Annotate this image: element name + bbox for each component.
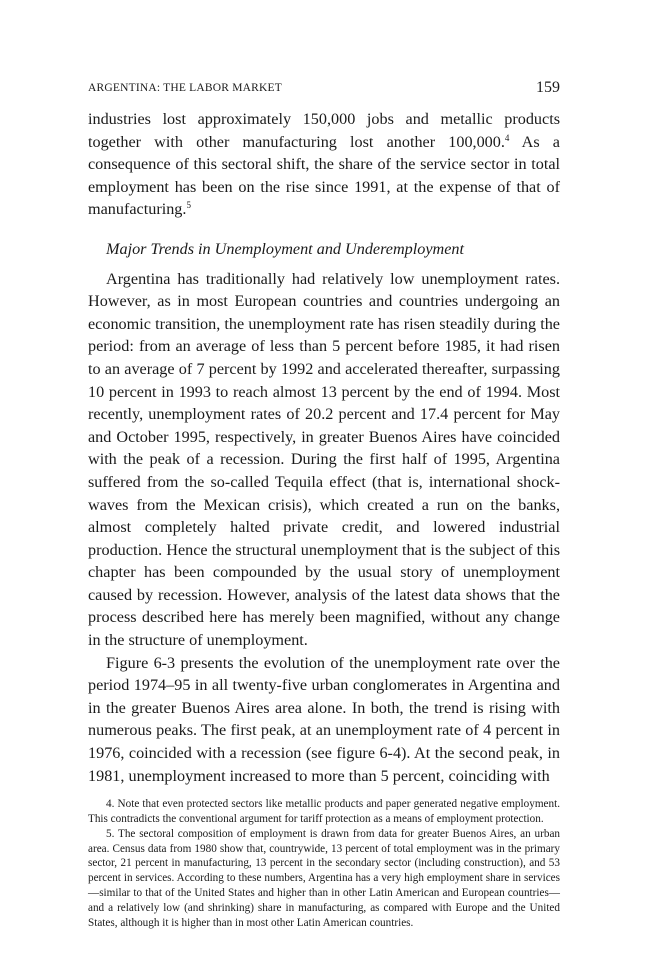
section-heading: Major Trends in Unemployment and Underemployment <box>106 239 465 258</box>
paragraph-2: Argentina has traditionally had relatively low unemployment rates. However, as in most European countries and countries undergoing an economic transition, the unemployment rate has risen steadily during the period: from an average of less than 5 percent before 1985, it had risen to an average of 7 percent by 1992 and accelerated thereafter, surpassing 10 percent in 1993 to reach almost 13 percent by the end of 1994. Most recently, unemployment rates of 20.2 percent and 17.4 percent for May and October 1995, respectively, in greater Buenos Aires have coincided with the peak of a recession. During the first half of 1995, Argentina suffered from the so-called Tequila effect (that is, international shock-waves from the Mexican crisis), which created a run on the banks, almost completely halted private credit, and lowered industrial production. Hence the structural unemployment that is the subject of this chapter has been compounded by the usual story of unemployment caused by recession. However, analysis of the latest data shows that the process described here has merely been magnified, without any change in the structure of unemployment. <box>88 269 560 650</box>
running-head <box>88 80 560 100</box>
paragraph-1-text-a: industries lost approximately 150,000 jobs and metallic products together with other manufacturing lost another 100,000. <box>88 110 560 151</box>
page-number: 159 <box>536 79 560 96</box>
footnote-ref-5: 5 <box>186 200 191 211</box>
body-text <box>88 108 560 787</box>
book-page <box>88 80 560 930</box>
paragraph-1 <box>88 108 560 221</box>
footnotes <box>88 797 560 930</box>
footnote-5: 5. The sectoral composition of employment is drawn from data for greater Buenos Aires, an urban area. Census data from 1980 show that, countrywide, 13 percent of total employment was in the primary sector, 21 percent in manufacturing, 13 percent in the secondary sector (including construction), and 53 percent in services. According to these numbers, Argentina has a very high employment share in services—similar to that of the United States and higher than in other Latin American and European countries—and a relatively low (and shrinking) share in manufacturing, as compared with Europe and the United States, although it is higher than in most other Latin American countries. <box>88 827 560 929</box>
paragraph-3: Figure 6-3 presents the evolution of the unemployment rate over the period 1974–95 in all twenty-five urban conglomerates in Argentina and in the greater Buenos Aires area alone. In both, the trend is rising with numerous peaks. The first peak, at an unemployment rate of 4 percent in 1976, coincided with a recession (see figure 6-4). At the second peak, in 1981, unemployment increased to more than 5 percent, coinciding with <box>88 653 560 785</box>
running-head-title: ARGENTINA: THE LABOR MARKET <box>88 82 282 94</box>
footnote-4: 4. Note that even protected sectors like metallic products and paper generated negative employment. This contradicts the conventional argument for tariff protection as a means of employment protection. <box>88 798 560 826</box>
footnote-ref-4: 4 <box>504 132 510 143</box>
paragraph-1-text-b: As a consequence of this sectoral shift, the share of the service sector in total employment has been on the rise since 1991, at the expense of that of manufacturing. <box>88 132 560 219</box>
